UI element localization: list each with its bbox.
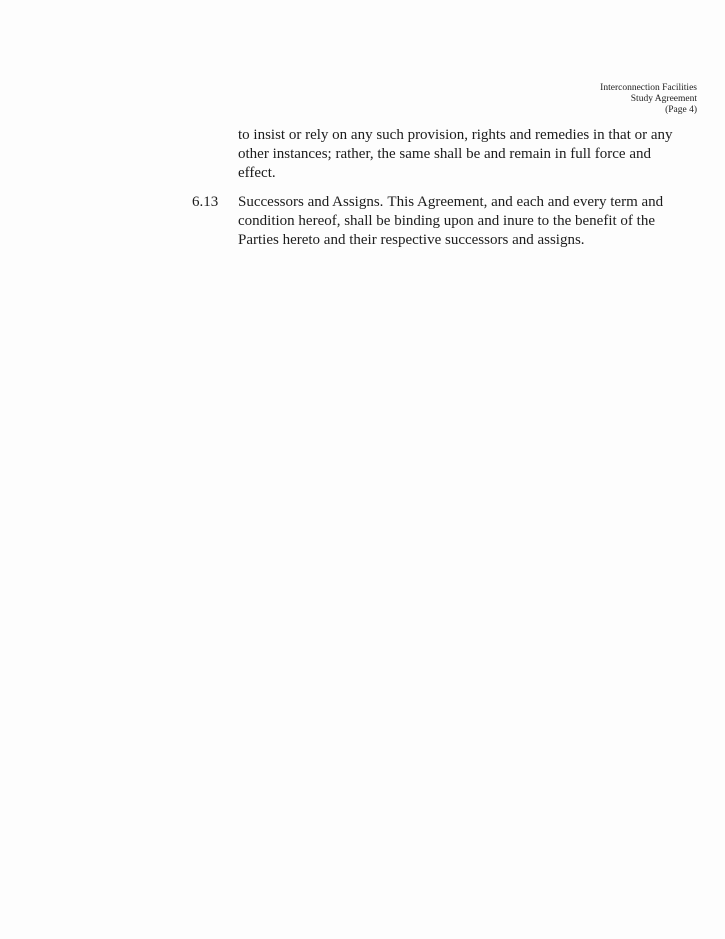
section-body xyxy=(238,193,688,250)
paragraph-line: to insist or rely on any such provision, rights and remedies in that or any xyxy=(238,127,673,143)
section-text-run: This Agreement, and each and every term and xyxy=(387,194,664,210)
section-heading: Successors and Assigns. xyxy=(238,194,384,210)
section-line: condition hereof, shall be binding upon and inure to the benefit of the xyxy=(238,213,655,229)
section-number: 6.13 xyxy=(192,194,219,210)
header-title-line: Interconnection Facilities xyxy=(600,83,697,93)
header-subtitle-line: Study Agreement xyxy=(630,94,697,104)
paragraph-line: effect. xyxy=(238,165,276,181)
paragraph-line: other instances; rather, the same shall be and remain in full force and xyxy=(238,146,651,162)
running-header xyxy=(600,83,697,116)
continued-paragraph xyxy=(238,126,688,183)
header-page-number: (Page 4) xyxy=(665,105,697,115)
section-line: Parties hereto and their respective successors and assigns. xyxy=(238,232,585,248)
section-first-line xyxy=(238,193,688,212)
